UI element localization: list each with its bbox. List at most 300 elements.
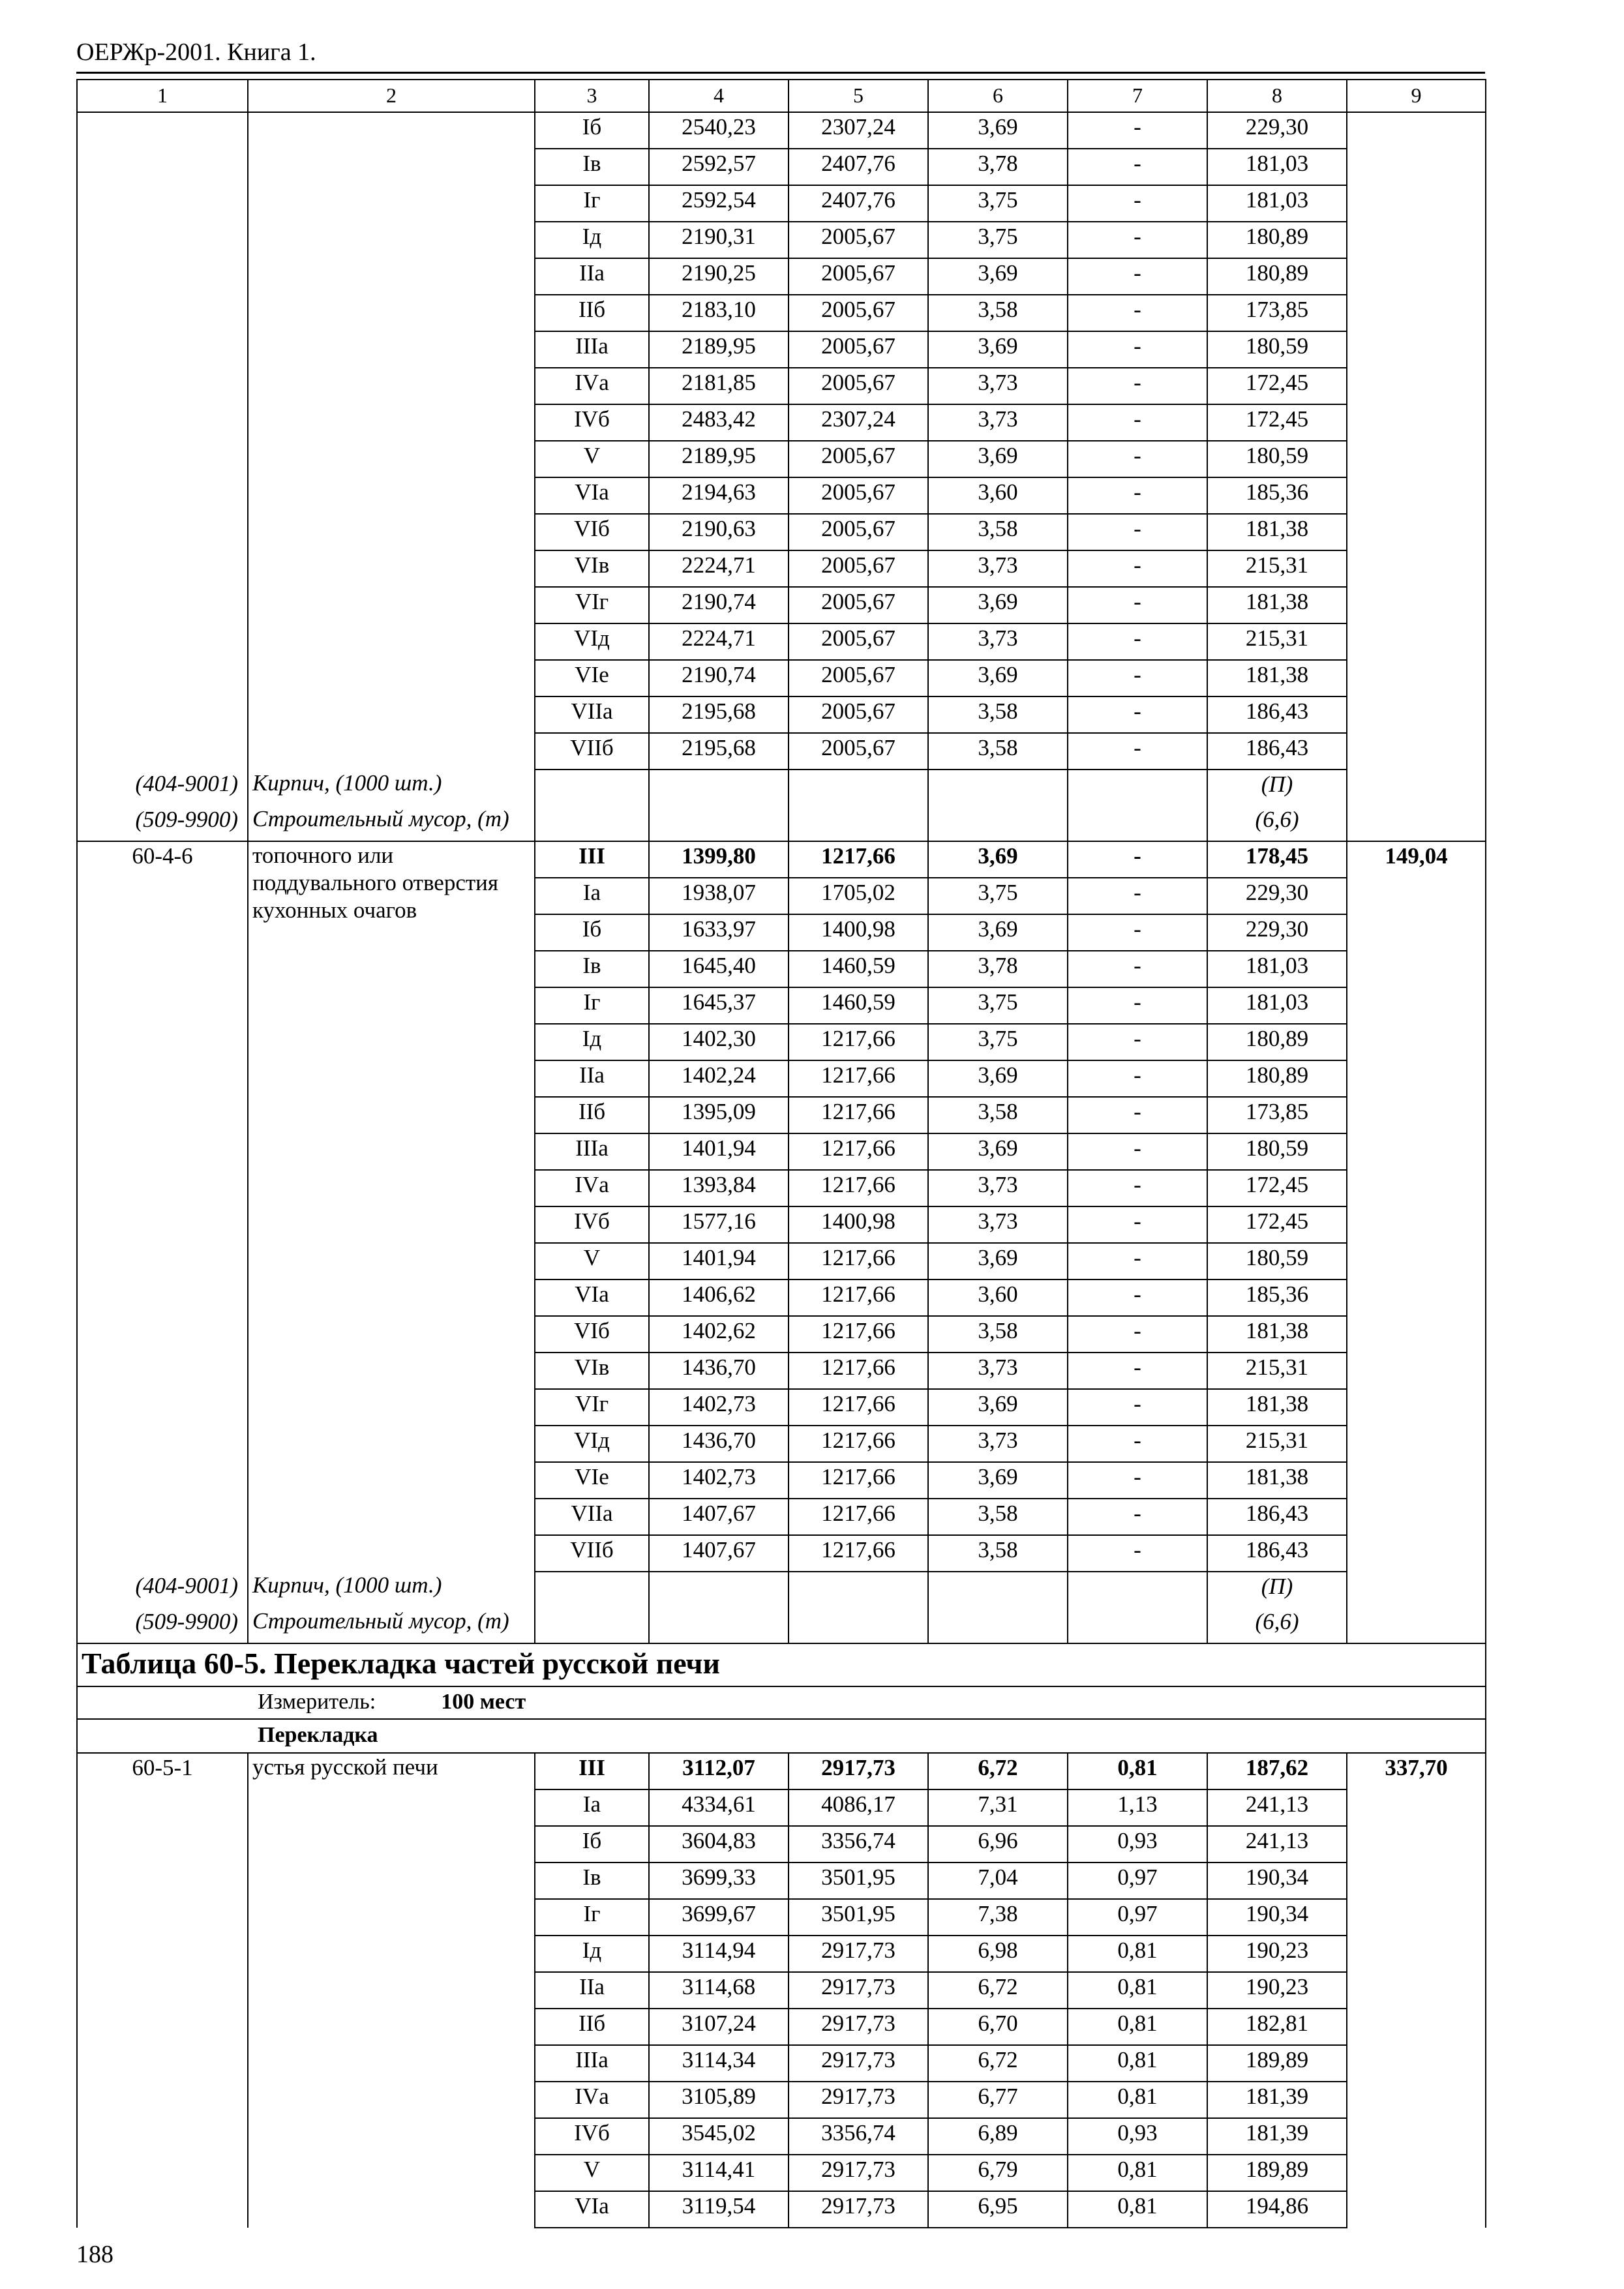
rate-cell-6: 3,69 — [928, 841, 1068, 878]
rate-cell-5: 2917,73 — [789, 2082, 928, 2118]
rate-cell-5: 1217,66 — [789, 1097, 928, 1133]
table-title: Таблица 60-5. Перекладка частей русской печи — [77, 1643, 1486, 1686]
rate-cell-7: - — [1068, 841, 1207, 878]
rate-cell-6: 6,89 — [928, 2118, 1068, 2155]
rate-cell-6: 3,73 — [928, 1353, 1068, 1389]
rate-cell-5: 3356,74 — [789, 2118, 928, 2155]
column-number-2: 2 — [248, 80, 535, 112]
rate-cell-5: 2917,73 — [789, 2191, 928, 2228]
column-number-9: 9 — [1347, 80, 1486, 112]
rate-cell-8: 186,43 — [1207, 733, 1347, 770]
rate-cell-6: 3,78 — [928, 149, 1068, 185]
rate-cell-5: 1217,66 — [789, 1133, 928, 1170]
rate-cell-4: 2224,71 — [649, 623, 789, 660]
unit-cell — [77, 1686, 1486, 1719]
rate-cell-5: 2005,67 — [789, 368, 928, 404]
rate-cell-3: IIа — [535, 258, 649, 295]
rate-cell-5: 2005,67 — [789, 550, 928, 587]
rate-cell-6: 6,72 — [928, 1972, 1068, 2009]
rate-code: 60-5-1 — [77, 1753, 248, 2228]
rate-cell-8: 190,34 — [1207, 1863, 1347, 1899]
rate-cell-6: 3,58 — [928, 1097, 1068, 1133]
rate-cell-5: 2917,73 — [789, 2155, 928, 2191]
rate-cell-3: Iд — [535, 1024, 649, 1060]
rate-cell-3: Iв — [535, 951, 649, 987]
rate-cell-8: 229,30 — [1207, 878, 1347, 914]
rate-cell-6: 3,73 — [928, 1426, 1068, 1462]
rate-cell-4: 3699,33 — [649, 1863, 789, 1899]
rate-name: устья русской печи — [248, 1753, 535, 2228]
rate-cell-5: 2005,67 — [789, 441, 928, 477]
rate-cell-5: 2005,67 — [789, 477, 928, 514]
rate-cell-7: - — [1068, 1535, 1207, 1572]
rate-cell-7: - — [1068, 441, 1207, 477]
rate-cell-7: - — [1068, 1170, 1207, 1206]
rate-cell-4: 2195,68 — [649, 733, 789, 770]
rate-cell-6: 3,58 — [928, 1316, 1068, 1353]
rate-cell-4: 1401,94 — [649, 1243, 789, 1279]
rate-cell-5: 1217,66 — [789, 1060, 928, 1097]
rate-cell-5: 2005,67 — [789, 733, 928, 770]
rate-cell-3: Iб — [535, 112, 649, 149]
rate-cell-8: 172,45 — [1207, 1206, 1347, 1243]
rate-cell-6: 3,69 — [928, 660, 1068, 696]
material-code: (509-9900) — [77, 805, 248, 841]
rate-cell-3: Iг — [535, 1899, 649, 1936]
rate-cell-4: 1645,40 — [649, 951, 789, 987]
rate-cell-4: 3107,24 — [649, 2009, 789, 2045]
rate-cell-8: 241,13 — [1207, 1789, 1347, 1826]
column-number-row — [77, 80, 1486, 112]
rate-cell-5: 2407,76 — [789, 185, 928, 222]
rate-cell-4: 1402,73 — [649, 1389, 789, 1426]
rate-cell-6: 3,58 — [928, 1499, 1068, 1535]
rate-cell-8: 180,89 — [1207, 1060, 1347, 1097]
section-label: Перекладка — [258, 1723, 378, 1747]
rate-cell-8: 180,59 — [1207, 441, 1347, 477]
rate-cell-3: V — [535, 2155, 649, 2191]
column-number-6: 6 — [928, 80, 1068, 112]
rate-cell-5: 2005,67 — [789, 587, 928, 623]
rate-cell-6: 3,58 — [928, 295, 1068, 331]
material-name: Строительный мусор, (т) — [248, 1608, 535, 1643]
rate-cell-4: 2189,95 — [649, 331, 789, 368]
rate-cell-7: - — [1068, 331, 1207, 368]
rate-cell-5: 1217,66 — [789, 1279, 928, 1316]
rate-cell-6: 3,73 — [928, 404, 1068, 441]
rate-cell-3: VIд — [535, 1426, 649, 1462]
rate-cell-4: 2483,42 — [649, 404, 789, 441]
rate-cell-4: 2183,10 — [649, 295, 789, 331]
rate-cell-7: - — [1068, 1024, 1207, 1060]
rate-cell-5: 2005,67 — [789, 660, 928, 696]
rate-cell-3: Iб — [535, 914, 649, 951]
rate-cell-7: - — [1068, 295, 1207, 331]
rate-cell-8: 190,34 — [1207, 1899, 1347, 1936]
rate-cell-5: 1460,59 — [789, 987, 928, 1024]
rate-cell-3: Iа — [535, 1789, 649, 1826]
rate-cell-8: 185,36 — [1207, 477, 1347, 514]
rate-cell-3: VIIа — [535, 1499, 649, 1535]
header-rule — [76, 72, 1485, 74]
rate-cell-4: 3112,07 — [649, 1753, 789, 1789]
rate-cell-3: Iг — [535, 185, 649, 222]
rate-cell-4: 1399,80 — [649, 841, 789, 878]
rate-cell-7: - — [1068, 1097, 1207, 1133]
rate-total — [1347, 112, 1486, 841]
rate-cell-3: VIе — [535, 1462, 649, 1499]
column-number-5: 5 — [789, 80, 928, 112]
rate-cell-7: 0,81 — [1068, 1972, 1207, 2009]
column-number-7: 7 — [1068, 80, 1207, 112]
material-empty-7 — [1068, 805, 1207, 841]
rate-cell-4: 2181,85 — [649, 368, 789, 404]
rate-cell-6: 3,78 — [928, 951, 1068, 987]
material-empty-6 — [928, 770, 1068, 805]
section-row — [77, 1719, 1486, 1753]
material-row — [77, 770, 1486, 805]
rate-cell-3: VIг — [535, 587, 649, 623]
rate-cell-8: 229,30 — [1207, 914, 1347, 951]
material-code: (404-9001) — [77, 1572, 248, 1608]
rate-cell-4: 1407,67 — [649, 1499, 789, 1535]
rate-cell-3: VIIа — [535, 696, 649, 733]
rate-cell-3: VIе — [535, 660, 649, 696]
rate-cell-6: 6,70 — [928, 2009, 1068, 2045]
material-row — [77, 805, 1486, 841]
rate-cell-5: 2407,76 — [789, 149, 928, 185]
rate-cell-4: 3114,94 — [649, 1936, 789, 1972]
material-empty-5 — [789, 770, 928, 805]
rate-cell-7: - — [1068, 1426, 1207, 1462]
rate-cell-5: 1217,66 — [789, 1243, 928, 1279]
rate-cell-6: 3,73 — [928, 1206, 1068, 1243]
rate-total: 149,04 — [1347, 841, 1486, 1643]
rate-cell-6: 3,75 — [928, 987, 1068, 1024]
rate-code: 60-4-6 — [77, 841, 248, 1572]
rate-cell-4: 3119,54 — [649, 2191, 789, 2228]
rate-cell-5: 2917,73 — [789, 2009, 928, 2045]
rate-cell-8: 178,45 — [1207, 841, 1347, 878]
rate-cell-3: IIIа — [535, 1133, 649, 1170]
rate-cell-6: 3,69 — [928, 587, 1068, 623]
rate-cell-5: 1217,66 — [789, 1024, 928, 1060]
rate-cell-7: - — [1068, 1206, 1207, 1243]
rate-cell-3: IIб — [535, 1097, 649, 1133]
unit-row — [77, 1686, 1486, 1719]
rate-cell-6: 3,58 — [928, 514, 1068, 550]
rate-cell-5: 3356,74 — [789, 1826, 928, 1863]
rate-cell-4: 1407,67 — [649, 1535, 789, 1572]
rate-cell-4: 2190,25 — [649, 258, 789, 295]
rate-cell-5: 4086,17 — [789, 1789, 928, 1826]
rate-cell-3: V — [535, 441, 649, 477]
rate-cell-3: IVб — [535, 1206, 649, 1243]
material-value: (6,6) — [1207, 805, 1347, 841]
rate-cell-3: Iб — [535, 1826, 649, 1863]
rate-cell-7: - — [1068, 660, 1207, 696]
rate-cell-8: 181,03 — [1207, 987, 1347, 1024]
rate-cell-6: 3,75 — [928, 878, 1068, 914]
rate-cell-3: VIд — [535, 623, 649, 660]
rate-cell-8: 182,81 — [1207, 2009, 1347, 2045]
material-name: Кирпич, (1000 шт.) — [248, 770, 535, 805]
rate-cell-3: VIа — [535, 1279, 649, 1316]
rate-cell-7: - — [1068, 149, 1207, 185]
rate-cell-8: 173,85 — [1207, 295, 1347, 331]
rate-cell-7: 0,81 — [1068, 2009, 1207, 2045]
rate-cell-8: 190,23 — [1207, 1972, 1347, 2009]
rate-cell-6: 3,69 — [928, 1243, 1068, 1279]
rate-cell-8: 181,38 — [1207, 587, 1347, 623]
rate-cell-7: - — [1068, 696, 1207, 733]
rate-cell-5: 1217,66 — [789, 1499, 928, 1535]
rate-cell-8: 215,31 — [1207, 1353, 1347, 1389]
rate-cell-8: 180,89 — [1207, 1024, 1347, 1060]
rate-cell-3: Iд — [535, 1936, 649, 1972]
rate-cell-8: 229,30 — [1207, 112, 1347, 149]
rates-table-body — [77, 80, 1486, 2228]
rate-cell-8: 180,59 — [1207, 331, 1347, 368]
rate-cell-7: - — [1068, 1353, 1207, 1389]
rate-cell-5: 1217,66 — [789, 1316, 928, 1353]
rate-cell-4: 3604,83 — [649, 1826, 789, 1863]
material-empty-7 — [1068, 770, 1207, 805]
rate-cell-3: VIб — [535, 1316, 649, 1353]
rate-cell-7: - — [1068, 587, 1207, 623]
rate-cell-7: - — [1068, 1243, 1207, 1279]
rate-cell-7: 0,81 — [1068, 2155, 1207, 2191]
rate-cell-7: 0,97 — [1068, 1899, 1207, 1936]
material-empty-4 — [649, 1572, 789, 1608]
rate-cell-5: 2005,67 — [789, 331, 928, 368]
material-empty-3 — [535, 1608, 649, 1643]
rate-cell-8: 181,38 — [1207, 1316, 1347, 1353]
rate-cell-8: 180,89 — [1207, 222, 1347, 258]
rate-cell-4: 1577,16 — [649, 1206, 789, 1243]
material-empty-5 — [789, 1608, 928, 1643]
rate-cell-5: 2005,67 — [789, 295, 928, 331]
material-empty-4 — [649, 805, 789, 841]
rate-cell-6: 6,77 — [928, 2082, 1068, 2118]
rate-cell-3: VIа — [535, 477, 649, 514]
rate-cell-7: - — [1068, 1389, 1207, 1426]
rate-cell-7: 0,93 — [1068, 2118, 1207, 2155]
material-name: Строительный мусор, (т) — [248, 805, 535, 841]
rate-name: топочного или поддувального отверстия кухонных очагов — [248, 841, 535, 1572]
material-row — [77, 1572, 1486, 1608]
material-empty-6 — [928, 1572, 1068, 1608]
rate-cell-7: - — [1068, 1133, 1207, 1170]
table-title-row — [77, 1643, 1486, 1686]
rate-cell-5: 2005,67 — [789, 623, 928, 660]
material-empty-3 — [535, 770, 649, 805]
rate-cell-4: 2190,31 — [649, 222, 789, 258]
rate-cell-7: 0,81 — [1068, 1936, 1207, 1972]
rate-cell-7: - — [1068, 1060, 1207, 1097]
rate-row — [77, 841, 1486, 878]
rate-cell-5: 2005,67 — [789, 696, 928, 733]
rate-cell-6: 3,60 — [928, 477, 1068, 514]
rate-cell-8: 181,38 — [1207, 1389, 1347, 1426]
rate-cell-4: 3114,34 — [649, 2045, 789, 2082]
rate-cell-5: 1217,66 — [789, 1462, 928, 1499]
rate-cell-7: 0,81 — [1068, 1753, 1207, 1789]
rate-cell-3: Iд — [535, 222, 649, 258]
rate-cell-4: 3699,67 — [649, 1899, 789, 1936]
material-code: (404-9001) — [77, 770, 248, 805]
rate-cell-5: 2307,24 — [789, 404, 928, 441]
rate-cell-3: VIIб — [535, 1535, 649, 1572]
rate-cell-3: Iа — [535, 878, 649, 914]
rate-cell-8: 241,13 — [1207, 1826, 1347, 1863]
rate-cell-5: 2005,67 — [789, 258, 928, 295]
rate-cell-6: 3,69 — [928, 258, 1068, 295]
rate-cell-5: 1400,98 — [789, 914, 928, 951]
material-value: (П) — [1207, 1572, 1347, 1608]
rate-cell-5: 2307,24 — [789, 112, 928, 149]
rate-cell-8: 189,89 — [1207, 2155, 1347, 2191]
rate-cell-6: 3,69 — [928, 1060, 1068, 1097]
unit-value: 100 мест — [441, 1690, 526, 1714]
rate-cell-6: 3,69 — [928, 914, 1068, 951]
rate-cell-3: IVб — [535, 2118, 649, 2155]
rate-cell-6: 3,73 — [928, 1170, 1068, 1206]
rate-row — [77, 112, 1486, 149]
rate-cell-7: 1,13 — [1068, 1789, 1207, 1826]
material-value: (6,6) — [1207, 1608, 1347, 1643]
rate-cell-7: 0,81 — [1068, 2082, 1207, 2118]
rate-cell-6: 3,60 — [928, 1279, 1068, 1316]
rate-cell-3: VIа — [535, 2191, 649, 2228]
rate-cell-5: 1217,66 — [789, 841, 928, 878]
rate-cell-3: Iв — [535, 149, 649, 185]
rate-cell-4: 2190,63 — [649, 514, 789, 550]
column-number-8: 8 — [1207, 80, 1347, 112]
rate-cell-6: 6,96 — [928, 1826, 1068, 1863]
rate-cell-5: 1460,59 — [789, 951, 928, 987]
rate-cell-3: VIв — [535, 550, 649, 587]
rate-cell-7: - — [1068, 1279, 1207, 1316]
rate-cell-3: Iв — [535, 1863, 649, 1899]
rate-cell-8: 181,38 — [1207, 660, 1347, 696]
rate-cell-5: 3501,95 — [789, 1899, 928, 1936]
rate-cell-7: - — [1068, 623, 1207, 660]
rate-cell-8: 181,03 — [1207, 149, 1347, 185]
rate-cell-3: IIа — [535, 1060, 649, 1097]
rate-cell-8: 215,31 — [1207, 623, 1347, 660]
rate-cell-6: 6,79 — [928, 2155, 1068, 2191]
rate-cell-4: 4334,61 — [649, 1789, 789, 1826]
rate-cell-7: - — [1068, 733, 1207, 770]
rate-cell-4: 1645,37 — [649, 987, 789, 1024]
rate-cell-6: 3,58 — [928, 1535, 1068, 1572]
rate-cell-6: 7,04 — [928, 1863, 1068, 1899]
rate-cell-7: 0,81 — [1068, 2191, 1207, 2228]
rate-cell-4: 3105,89 — [649, 2082, 789, 2118]
material-code: (509-9900) — [77, 1608, 248, 1643]
rate-cell-8: 172,45 — [1207, 368, 1347, 404]
rate-cell-4: 2195,68 — [649, 696, 789, 733]
rate-cell-4: 1402,62 — [649, 1316, 789, 1353]
column-number-1: 1 — [77, 80, 248, 112]
rate-cell-3: VIIб — [535, 733, 649, 770]
material-empty-4 — [649, 1608, 789, 1643]
rate-cell-6: 3,75 — [928, 1024, 1068, 1060]
rate-cell-4: 1395,09 — [649, 1097, 789, 1133]
rate-code-cont — [77, 112, 248, 770]
rate-cell-4: 2224,71 — [649, 550, 789, 587]
rate-cell-8: 181,39 — [1207, 2082, 1347, 2118]
rate-cell-6: 3,69 — [928, 441, 1068, 477]
rate-cell-7: - — [1068, 477, 1207, 514]
rate-cell-4: 1402,73 — [649, 1462, 789, 1499]
material-empty-6 — [928, 805, 1068, 841]
page-number: 188 — [76, 2241, 113, 2268]
rate-cell-8: 215,31 — [1207, 550, 1347, 587]
material-empty-5 — [789, 1572, 928, 1608]
rate-cell-7: 0,97 — [1068, 1863, 1207, 1899]
rate-cell-6: 3,69 — [928, 1389, 1068, 1426]
rate-cell-6: 3,75 — [928, 185, 1068, 222]
rate-cell-4: 1938,07 — [649, 878, 789, 914]
material-empty-3 — [535, 1572, 649, 1608]
rate-cell-6: 3,75 — [928, 222, 1068, 258]
rate-cell-7: 0,81 — [1068, 2045, 1207, 2082]
rate-cell-5: 2917,73 — [789, 2045, 928, 2082]
rate-cell-4: 3545,02 — [649, 2118, 789, 2155]
rate-cell-4: 2592,57 — [649, 149, 789, 185]
rate-cell-7: - — [1068, 185, 1207, 222]
rate-cell-8: 181,03 — [1207, 951, 1347, 987]
rate-cell-7: 0,93 — [1068, 1826, 1207, 1863]
rate-cell-4: 1402,24 — [649, 1060, 789, 1097]
rate-cell-5: 2005,67 — [789, 514, 928, 550]
rate-cell-8: 189,89 — [1207, 2045, 1347, 2082]
rate-cell-7: - — [1068, 368, 1207, 404]
rate-cell-5: 2917,73 — [789, 1936, 928, 1972]
material-empty-7 — [1068, 1572, 1207, 1608]
rate-cell-4: 1401,94 — [649, 1133, 789, 1170]
rate-cell-3: IVб — [535, 404, 649, 441]
page-header: ОЕРЖр-2001. Книга 1. — [76, 38, 316, 66]
rate-cell-4: 3114,41 — [649, 2155, 789, 2191]
rate-cell-7: - — [1068, 1499, 1207, 1535]
rate-total: 337,70 — [1347, 1753, 1486, 2228]
rate-cell-8: 181,39 — [1207, 2118, 1347, 2155]
rate-cell-4: 1402,30 — [649, 1024, 789, 1060]
rate-cell-8: 186,43 — [1207, 1535, 1347, 1572]
rate-cell-4: 1633,97 — [649, 914, 789, 951]
rate-cell-7: - — [1068, 550, 1207, 587]
rate-cell-6: 3,58 — [928, 733, 1068, 770]
rate-cell-8: 181,38 — [1207, 514, 1347, 550]
rate-cell-6: 3,69 — [928, 1133, 1068, 1170]
rate-cell-6: 3,73 — [928, 368, 1068, 404]
rate-cell-5: 1217,66 — [789, 1353, 928, 1389]
rate-cell-3: IIб — [535, 295, 649, 331]
rate-cell-8: 173,85 — [1207, 1097, 1347, 1133]
rate-cell-4: 2189,95 — [649, 441, 789, 477]
rate-cell-8: 172,45 — [1207, 1170, 1347, 1206]
rate-cell-7: - — [1068, 112, 1207, 149]
rate-cell-8: 186,43 — [1207, 696, 1347, 733]
rate-cell-4: 2592,54 — [649, 185, 789, 222]
rate-cell-6: 3,58 — [928, 696, 1068, 733]
rate-cell-3: Iг — [535, 987, 649, 1024]
material-empty-7 — [1068, 1608, 1207, 1643]
rate-cell-6: 6,72 — [928, 2045, 1068, 2082]
